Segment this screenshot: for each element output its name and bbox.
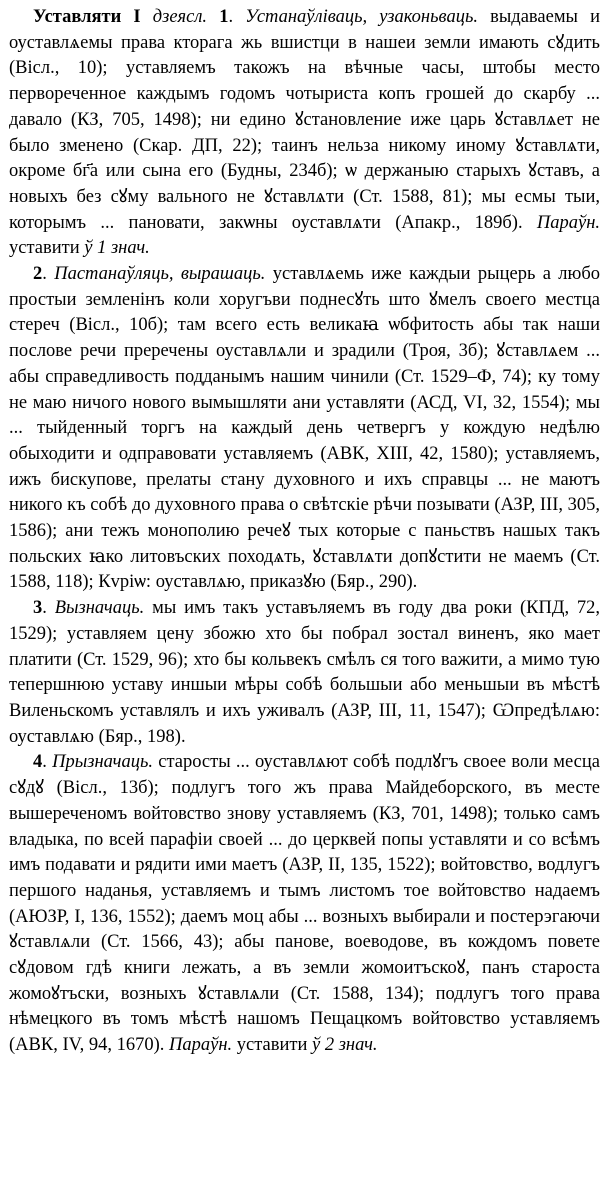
- sense-number: 2: [33, 264, 43, 285]
- cross-ref-word: уставити: [9, 238, 80, 259]
- sense-number: 3: [33, 598, 43, 619]
- entry-sense-3: 3. Вызначаць. мы имъ такъ уставъляемъ въ году два роки (КПД, 72, 1529); уставляем цену збожю хто бы побрал зостал виненъ, яко мает платити (Ст. 1529, 96); хто бы кольвекъ смѣлъ ся того важити, а мимо тую тепершнюю уставу иншыи мѣры собѣ большыи або меньшыи въ мѣстѣ Виленьскомъ уставлялъ и ихъ уживалъ (АЗР, III, 11, 1547); Ѡпредѣлѧю: оуставлѧю (Бяр., 198).: [9, 598, 601, 747]
- cross-ref-label: Параўн.: [169, 1035, 233, 1056]
- sense-number: 4: [33, 752, 43, 773]
- cross-ref-sense: ў 1 знач.: [84, 238, 150, 259]
- cross-ref-word: уставити: [236, 1035, 308, 1056]
- sense-text: старосты ... оуставлѧют собѣ подлꙋгъ своее воли месца сꙋдꙋ (Вісл., 13б); подлугъ того жъ права Майдеборского, въ месте вышереченомъ войтовство знову уставляемъ (КЗ, 701, 1498); только самъ владыка, по всей парафіи своей ... до церквей попы уставляти и со всѣмъ имъ подавати и рядити ими маетъ (АЗР, II, 135, 1522); войтовство, водлугъ першого наданья, уставляемъ и тымъ листомъ тое войтовство надаемъ (АЮЗР, I, 136, 1552); даемъ моц абы ... возныхъ выбирали и постерэгаючи ꙋставлѧли (Ст. 1566, 43); абы панове, воеводове, въ кождомъ повете сꙋдовом гдѣ книги лежать, а въ земли жомоитъскоꙋ, панъ староста жомоꙋтъски, возныхъ ꙋставлѧли (Ст. 1588, 134); подлугъ того права нѣмецкого въ томъ мѣстѣ нашомъ Пещацкомъ войтовство уставляемъ (АВК, IV, 94, 1670).: [9, 752, 601, 1056]
- entry-sense-1: Уставляти I дзеясл. 1. Устанаўліваць, узаконьваць. выдаваемы и оуставлѧемы права кторага жь вшистци в нашеи земли имають сꙋдить (Вісл., 10); уставляемъ такожъ на вѣчные часы, штобы место первореченное каждымъ годомъ чотыриста копъ грошей до скарбу ... давало (КЗ, 705, 1498); ни едино ꙋстановление иже царь ꙋставлѧет не было зменено (Скар. ДП, 22); таинъ нельза никому иному ꙋставлѧти, окроме бг҃а или сына его (Будны, 234б); ѡ держаныю старыхъ ꙋставъ, а новыхъ без сꙋму вального не ꙋставлѧти (Ст. 1588, 81); мы есмы тыи, которымъ ... пановати, закѡны оуставлѧти (Апакр., 189б). Параўн. уставити ў 1 знач.: [9, 7, 601, 259]
- part-of-speech: дзеясл.: [152, 7, 208, 27]
- sense-text: мы имъ такъ уставъляемъ въ году два роки (КПД, 72, 1529); уставляем цену збожю хто бы побрал зостал виненъ, яко мает платити (Ст. 1529, 96); хто бы кольвекъ смѣлъ ся того важити, а мимо тую тепершнюю уставу иншыи мѣры собѣ большыи або меньшыи въ мѣстѣ Виленьскомъ уставлялъ и ихъ уживалъ (АЗР, III, 11, 1547); Ѡпредѣлѧю: оуставлѧю (Бяр., 198).: [9, 598, 601, 747]
- sense-number: 1: [219, 7, 229, 27]
- sense-gloss: Устанаўліваць, узаконьваць.: [245, 7, 478, 27]
- cross-ref-label: Параўн.: [536, 212, 601, 233]
- entry-sense-4: 4. Прызначаць. старосты ... оуставлѧют собѣ подлꙋгъ своее воли месца сꙋдꙋ (Вісл., 13б); подлугъ того жъ права Майдеборского, въ месте вышереченомъ войтовство знову уставляемъ (КЗ, 701, 1498); только самъ владыка, по всей парафіи своей ... до церквей попы уставляти и со всѣмъ имъ подавати и рядити ими маетъ (АЗР, II, 135, 1522); войтовство, водлугъ першого наданья, уставляемъ и тымъ листомъ тое войтовство надаемъ (АЮЗР, I, 136, 1552); даемъ моц абы ... возныхъ выбирали и постерэгаючи ꙋставлѧли (Ст. 1566, 43); абы панове, воеводове, въ кождомъ повете сꙋдовом гдѣ книги лежать, а въ земли жомоитъскоꙋ, панъ староста жомоꙋтъски, возныхъ ꙋставлѧли (Ст. 1588, 134); подлугъ того права нѣмецкого въ томъ мѣстѣ нашомъ Пещацкомъ войтовство уставляемъ (АВК, IV, 94, 1670). Параўн. уставити ў 2 знач.: [9, 752, 601, 1056]
- sense-gloss: Пастанаўляць, вырашаць.: [54, 264, 266, 285]
- sense-text: выдаваемы и оуставлѧемы права кторага жь вшистци в нашеи земли имають сꙋдить (Вісл., 10); уставляемъ такожъ на вѣчные часы, штобы место первореченное каждымъ годомъ чотыриста копъ грошей до скарбу ... давало (КЗ, 705, 1498); ни едино ꙋстановление иже царь ꙋставлѧет не было зменено (Скар. ДП, 22); таинъ нельза никому иному ꙋставлѧти, окроме бг҃а или сына его (Будны, 234б); ѡ держаныю старыхъ ꙋставъ, а новыхъ без сꙋму вального не ꙋставлѧти (Ст. 1588, 81); мы есмы тыи, которымъ ... пановати, закѡны оуставлѧти (Апакр., 189б).: [9, 7, 601, 233]
- cross-ref-sense: ў 2 знач.: [311, 1035, 378, 1056]
- sense-gloss: Вызначаць.: [54, 598, 145, 619]
- entry-sense-2: 2. Пастанаўляць, вырашаць. уставлѧемь иже каждыи рыцерь а любо простыи земленінъ коли хоругъви поднесꙋть што ꙋмелъ своего местца стереч (Вісл., 10б); там всего есть великаꙗ ѡбфитость абы так наши послове речи преречены оуставлѧли и зрадили (Троя, 3б); ꙋставлѧем ... абы справедливость подданымъ нашим чинили (Ст. 1529–Ф, 74); ку тому не маю ничого нового вымышляти ани уставляти (АСД, VI, 32, 1554); мы ... тыйденный торгъ на каждый день четвергъ у кождую недѣлю обыходити и одправовати уставляемъ (АВК, XIII, 42, 1580); уставляемъ, ижъ бискупове, прелаты стану духовного и ихъ справцы ... не маютъ никого къ собѣ до духовного права о свѣтскіе рѣчи позывати (АЗР, III, 305, 1586); ани тежъ монополию речеꙋ тых которые с паньствъ нашых такъ польских ꙗко литовъских походѧть, ꙋставлѧти допꙋстити не маемъ (Ст. 1588, 118); Кvріѡ: оуставлѧю, приказꙋю (Бяр., 290).: [9, 264, 601, 593]
- headword: Уставляти I: [33, 7, 141, 27]
- sense-gloss: Прызначаць.: [52, 752, 154, 773]
- sense-text: уставлѧемь иже каждыи рыцерь а любо простыи земленінъ коли хоругъви поднесꙋть што ꙋмелъ своего местца стереч (Вісл., 10б); там всего есть великаꙗ ѡбфитость абы так наши послове речи преречены оуставлѧли и зрадили (Троя, 3б); ꙋставлѧем ... абы справедливость подданымъ нашим чинили (Ст. 1529–Ф, 74); ку тому не маю ничого нового вымышляти ани уставляти (АСД, VI, 32, 1554); мы ... тыйденный торгъ на каждый день четвергъ у кождую недѣлю обыходити и одправовати уставляемъ (АВК, XIII, 42, 1580); уставляемъ, ижъ бискупове, прелаты стану духовного и ихъ справцы ... не маютъ никого къ собѣ до духовного права о свѣтскіе рѣчи позывати (АЗР, III, 305, 1586); ани тежъ монополию речеꙋ тых которые с паньствъ нашых такъ польских ꙗко литовъских походѧть, ꙋставлѧти допꙋстити не маемъ (Ст. 1588, 118); Кvріѡ: оуставлѧю, приказꙋю (Бяр., 290).: [9, 264, 601, 593]
